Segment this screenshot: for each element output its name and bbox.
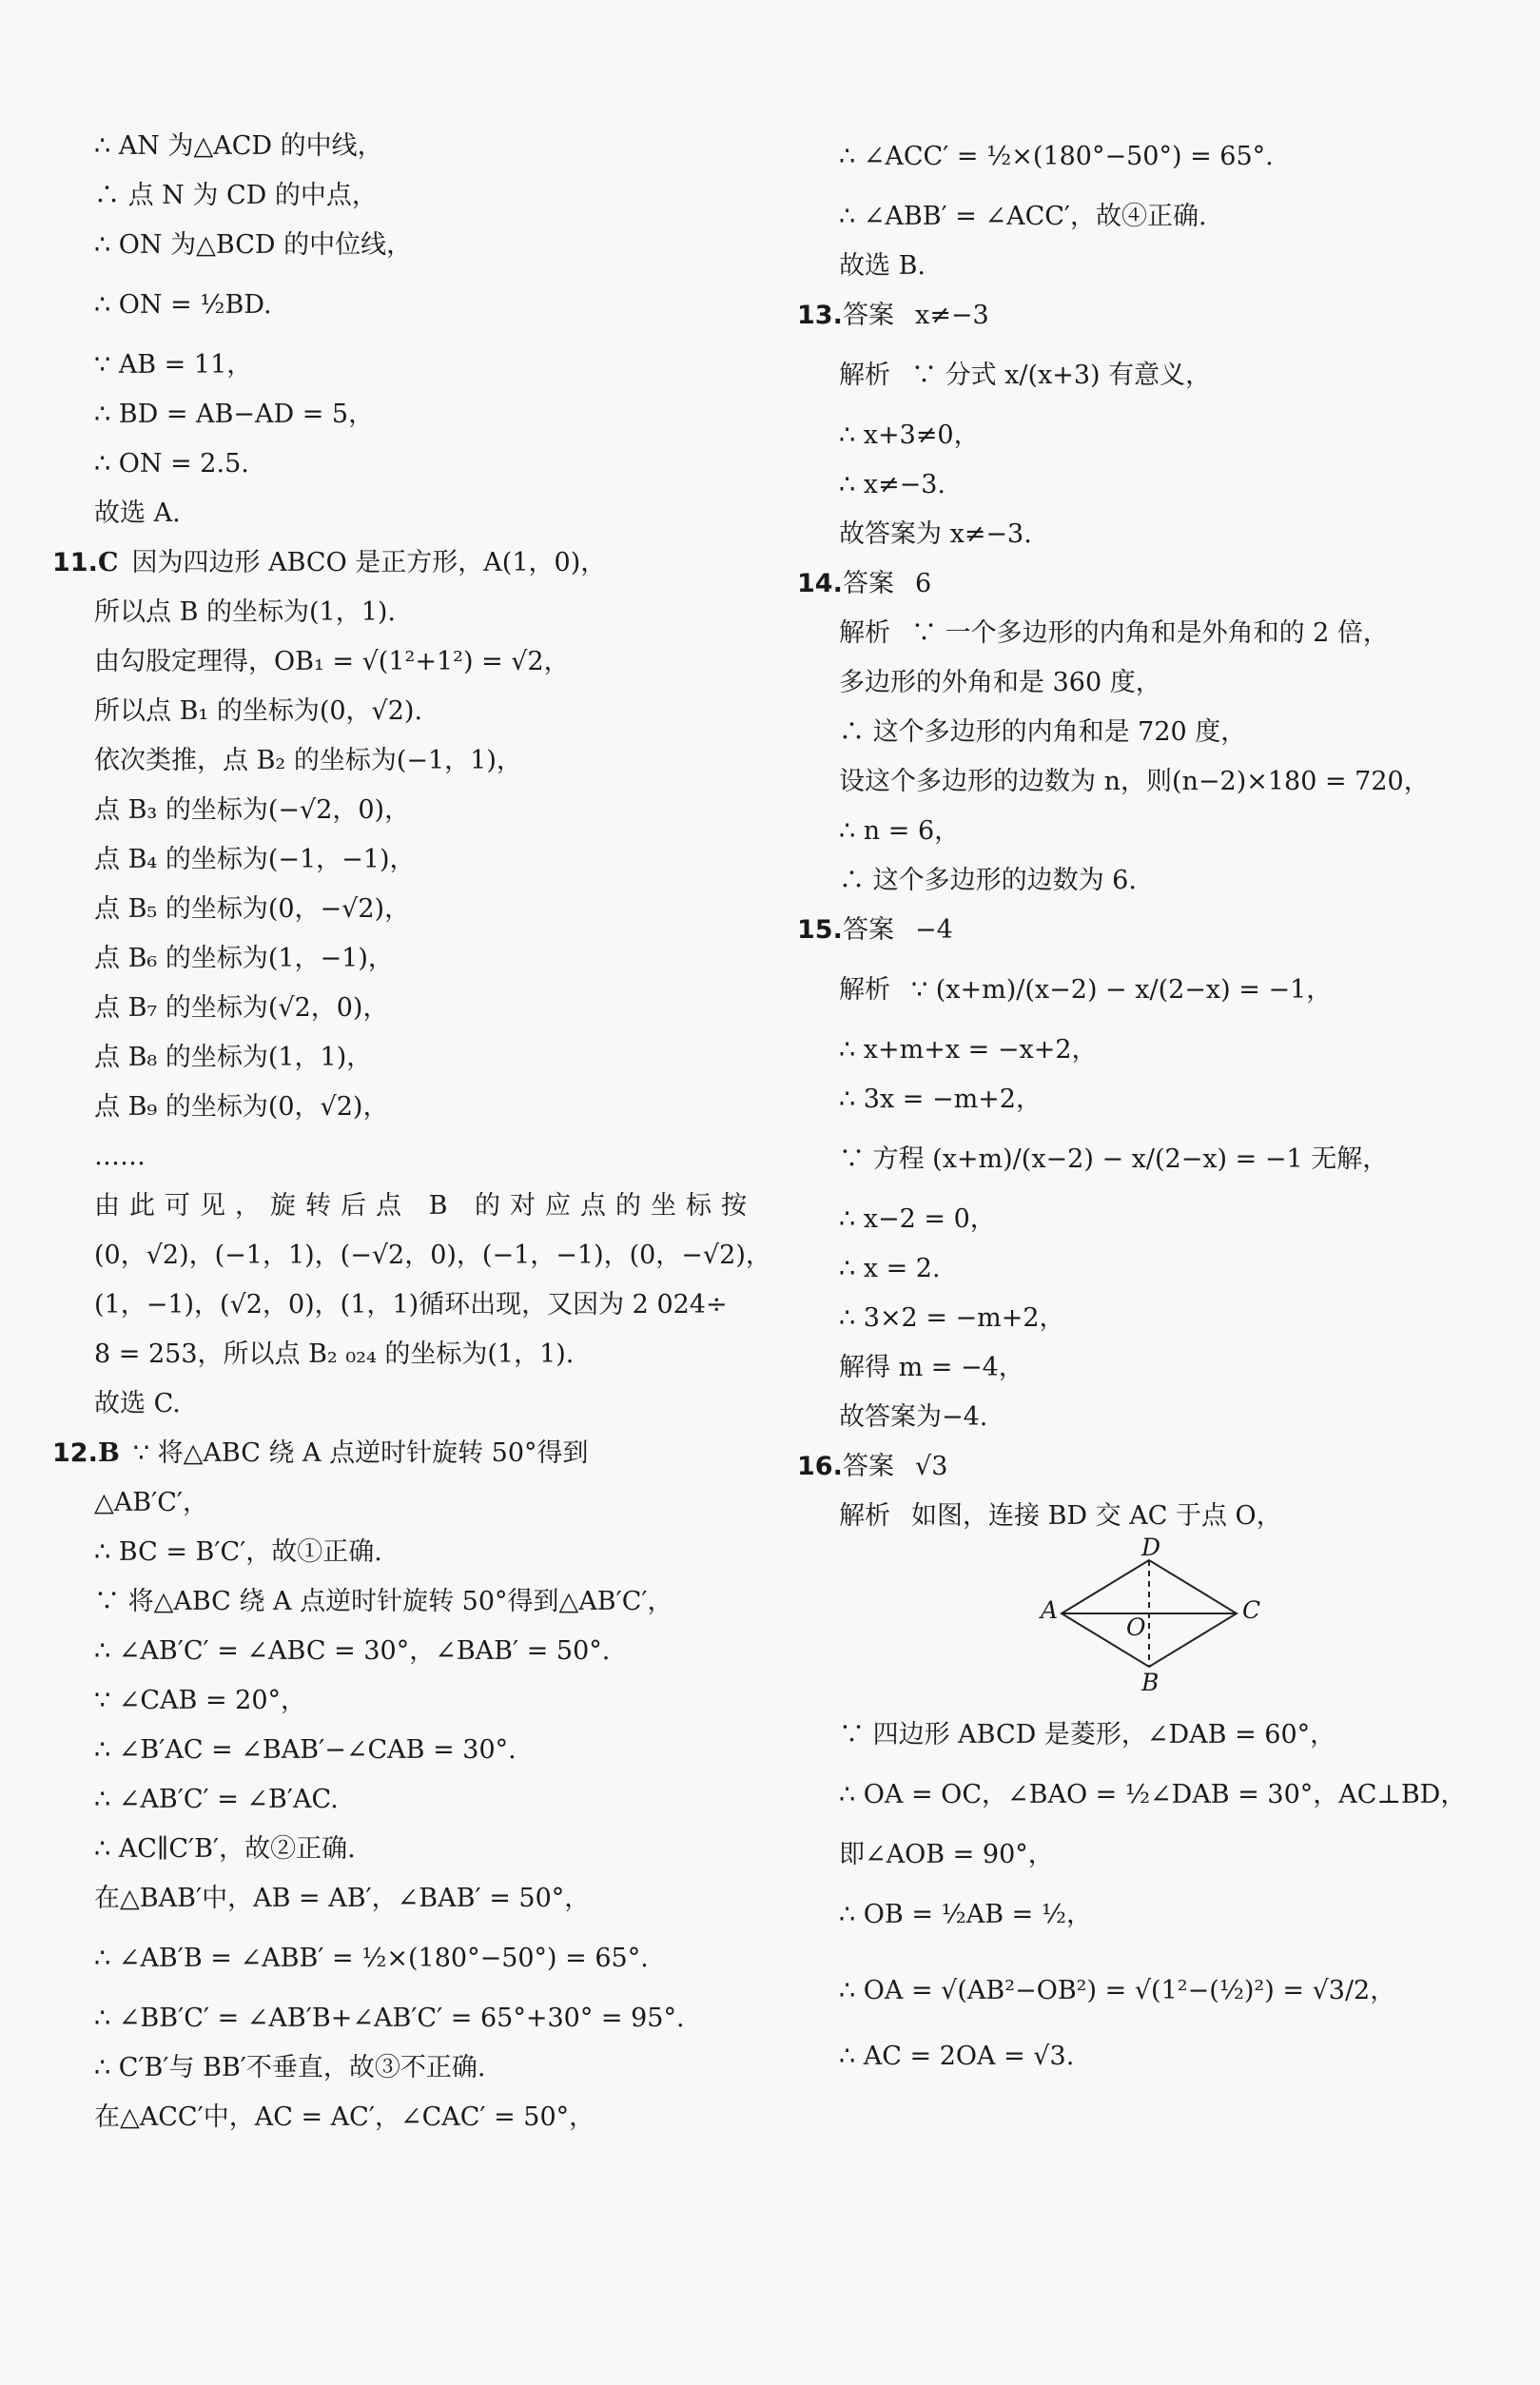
solution-line <box>797 856 1491 906</box>
rhombus-diagram <box>1035 1534 1491 1711</box>
solution-line <box>797 341 1491 411</box>
question-number: 15. <box>797 915 843 945</box>
line-text: √3 <box>915 1452 948 1481</box>
solution-line <box>52 1083 737 1132</box>
line-text: ∵ ∠CAB = 20°， <box>94 1686 307 1715</box>
line-text: 故选 C. <box>94 1389 181 1418</box>
solution-line <box>52 885 737 934</box>
line-text: 由此可见，旋转后点 B 的对应点的坐标按 <box>94 1191 757 1221</box>
section-tag: 答案 <box>843 1452 894 1481</box>
solution-line <box>52 637 737 687</box>
label-d: D <box>1141 1534 1161 1561</box>
label-c: C <box>1242 1596 1261 1624</box>
line-text: 点 B₅ 的坐标为(0，−√2)， <box>94 894 411 924</box>
line-text: ∵ 方程 (x+m)/(x−2) − x/(2−x) = −1 无解， <box>839 1144 1389 1174</box>
solution-line <box>52 489 737 538</box>
line-text: (1，−1)，(√2，0)，(1，1)循环出现，又因为 2 024÷ <box>94 1290 728 1320</box>
question-line <box>797 291 1491 341</box>
line-text: ∵ 分式 x/(x+3) 有意义， <box>911 361 1212 390</box>
solution-line <box>52 1379 737 1429</box>
line-text: 点 B₈ 的坐标为(1，1)， <box>94 1043 373 1072</box>
line-text: ∴ AC∥C′B′，故②正确. <box>94 1834 356 1864</box>
solution-line <box>52 984 737 1033</box>
question-line <box>797 906 1491 955</box>
solution-line <box>797 460 1491 510</box>
line-text: ∴ ∠AB′C′ = ∠B′AC. <box>94 1785 339 1814</box>
solution-line <box>797 1880 1491 1950</box>
line-text: ∴ ∠ACC′ = ½×(180°−50°) = 65°. <box>839 142 1274 171</box>
answer-letter: C <box>98 548 119 577</box>
solution-line <box>797 1950 1491 2032</box>
answer-letter: B <box>98 1438 120 1468</box>
line-text: ∵ 将△ABC 绕 A 点逆时针旋转 50°得到△AB′C′， <box>94 1587 673 1616</box>
solution-line <box>797 1026 1491 1075</box>
solution-line <box>52 687 737 736</box>
line-text: 点 B₉ 的坐标为(0，√2)， <box>94 1092 389 1122</box>
line-text: 故选 B. <box>839 251 926 281</box>
line-text: 依次类推，点 B₂ 的坐标为(−1，1)， <box>94 746 522 775</box>
solution-line <box>52 2093 737 2142</box>
line-text: 故答案为−4. <box>839 1402 988 1432</box>
line-text: 由勾股定理得，OB₁ = √(1²+1²) = √2， <box>94 647 570 676</box>
line-text: ∴ n = 6， <box>839 816 961 846</box>
line-text: ∴ 这个多边形的内角和是 720 度， <box>839 717 1247 747</box>
line-text: ∴ x≠−3. <box>839 470 945 499</box>
label-a: A <box>1041 1596 1059 1624</box>
line-text: 因为四边形 ABCO 是正方形，A(1，0)， <box>131 548 607 577</box>
solution-line <box>52 1924 737 1994</box>
solution-line <box>52 1825 737 1874</box>
solution-line <box>797 510 1491 559</box>
solution-line <box>52 588 737 637</box>
section-tag: 答案 <box>843 915 894 945</box>
solution-line <box>52 1528 737 1577</box>
section-tag: 解析 <box>839 618 890 648</box>
solution-line <box>797 1830 1491 1880</box>
solution-line <box>797 955 1491 1026</box>
line-text: ∴ BC = B′C′，故①正确. <box>94 1537 382 1567</box>
line-text: x≠−3 <box>915 301 989 330</box>
line-text: 故答案为 x≠−3. <box>839 519 1032 549</box>
solution-line <box>797 1124 1491 1195</box>
line-text: …… <box>94 1142 146 1171</box>
solution-line <box>797 1393 1491 1442</box>
line-text: −4 <box>915 915 953 945</box>
solution-line <box>52 1280 737 1330</box>
solution-line <box>797 609 1491 658</box>
solution-line <box>52 2043 737 2093</box>
line-text: ∴ ∠AB′B = ∠ABB′ = ½×(180°−50°) = 65°. <box>94 1944 649 1973</box>
solution-line <box>52 270 737 341</box>
section-tag: 解析 <box>839 975 890 1005</box>
solution-line <box>797 658 1491 708</box>
line-text: 所以点 B 的坐标为(1，1). <box>94 597 397 627</box>
solution-line <box>797 757 1491 807</box>
question-line <box>52 1429 737 1478</box>
line-text: 如图，连接 BD 交 AC 于点 O， <box>911 1501 1282 1531</box>
solution-line <box>52 1330 737 1379</box>
line-text: ∴ OA = OC，∠BAO = ½∠DAB = 30°，AC⊥BD， <box>839 1780 1467 1809</box>
line-text: 点 B₄ 的坐标为(−1，−1)， <box>94 845 416 874</box>
solution-line <box>797 122 1491 192</box>
label-o: O <box>1126 1613 1146 1641</box>
section-tag: 解析 <box>839 1501 890 1531</box>
line-text: ∵ 将△ABC 绕 A 点逆时针旋转 50°得到 <box>132 1438 589 1468</box>
solution-line <box>52 736 737 786</box>
solution-line <box>52 1182 757 1231</box>
solution-line <box>52 1577 737 1627</box>
section-tag: 解析 <box>839 361 890 390</box>
line-text: ∴ 这个多边形的边数为 6. <box>839 866 1137 895</box>
solution-line <box>52 1231 771 1280</box>
line-text: 多边形的外角和是 360 度， <box>839 668 1161 697</box>
solution-line <box>797 242 1491 291</box>
solution-line <box>52 1627 737 1676</box>
line-text: ∵ 一个多边形的内角和是外角和的 2 倍， <box>911 618 1389 648</box>
solution-line <box>52 1132 737 1182</box>
solution-line <box>52 1033 737 1083</box>
solution-line <box>52 1775 737 1825</box>
solution-line <box>52 1676 737 1726</box>
line-text: 点 B₃ 的坐标为(−√2，0)， <box>94 795 411 825</box>
solution-line <box>52 390 737 440</box>
question-number: 14. <box>797 569 843 598</box>
solution-line <box>52 440 737 489</box>
line-text: ∴ 点 N 为 CD 的中点， <box>94 181 378 210</box>
line-text: ∴ AN 为△ACD 的中线， <box>94 131 383 161</box>
solution-line <box>797 1760 1491 1830</box>
line-text: ∴ ∠B′AC = ∠BAB′−∠CAB = 30°. <box>94 1735 517 1765</box>
solution-line <box>52 1994 737 2043</box>
question-line <box>52 538 737 588</box>
solution-line <box>52 171 737 221</box>
solution-line <box>797 1195 1491 1244</box>
line-text: ∴ C′B′与 BB′不垂直，故③不正确. <box>94 2053 486 2082</box>
line-text: ∴ ∠AB′C′ = ∠ABC = 30°，∠BAB′ = 50°. <box>94 1636 611 1666</box>
line-text: ∴ ON = 2.5. <box>94 449 249 479</box>
solution-line <box>797 807 1491 856</box>
label-b: B <box>1141 1669 1160 1696</box>
solution-line <box>52 1726 737 1775</box>
line-text: △AB′C′， <box>94 1488 209 1517</box>
line-text: ∵ 四边形 ABCD 是菱形，∠DAB = 60°， <box>839 1720 1336 1750</box>
solution-line <box>797 2032 1491 2082</box>
solution-line <box>797 1244 1491 1294</box>
line-text: 在△BAB′中，AB = AB′，∠BAB′ = 50°， <box>94 1884 591 1913</box>
solution-line <box>52 786 737 835</box>
section-tag: 答案 <box>843 301 894 330</box>
line-text: 即∠AOB = 90°， <box>839 1840 1054 1869</box>
line-text: ∴ AC = 2OA = √3. <box>839 2042 1075 2071</box>
question-line <box>797 1442 1491 1492</box>
line-text: 所以点 B₁ 的坐标为(0，√2). <box>94 696 423 726</box>
right-column <box>797 122 1491 2082</box>
solution-line <box>52 341 737 390</box>
solution-line <box>797 1075 1491 1124</box>
line-text: ∴ ∠ABB′ = ∠ACC′，故④正确. <box>839 202 1207 231</box>
left-column <box>52 122 771 2142</box>
solution-line <box>797 1343 1491 1393</box>
line-text: ∴ x+m+x = −x+2， <box>839 1035 1098 1065</box>
line-text: ∴ ON = ½BD. <box>94 290 272 320</box>
line-text: ∴ x+3≠0， <box>839 420 980 450</box>
question-number: 12. <box>52 1438 98 1468</box>
section-tag: 答案 <box>843 569 894 598</box>
solution-line <box>52 1874 737 1924</box>
line-text: 设这个多边形的边数为 n，则(n−2)×180 = 720， <box>839 767 1430 796</box>
line-text: 点 B₆ 的坐标为(1，−1)， <box>94 944 394 973</box>
solution-line <box>797 411 1491 460</box>
line-text: ∴ OA = √(AB²−OB²) = √(1²−(½)²) = √3/2， <box>839 1976 1396 2005</box>
question-line <box>797 559 1491 609</box>
question-number: 16. <box>797 1452 843 1481</box>
line-text: 点 B₇ 的坐标为(√2，0)， <box>94 993 389 1023</box>
question-number: 11. <box>52 548 98 577</box>
question-number: 13. <box>797 301 843 330</box>
solution-line <box>797 708 1491 757</box>
solution-line <box>52 221 737 270</box>
solution-line <box>797 1711 1491 1760</box>
solution-line <box>52 835 737 885</box>
line-text: ∴ x−2 = 0， <box>839 1204 996 1234</box>
line-text: 8 = 253，所以点 B₂ ₀₂₄ 的坐标为(1，1). <box>94 1339 575 1369</box>
line-text: ∵ AB = 11， <box>94 350 253 380</box>
solution-line <box>797 192 1491 242</box>
line-text: (0，√2)，(−1，1)，(−√2，0)，(−1，−1)，(0，−√2)， <box>94 1241 771 1270</box>
line-text: ∵ (x+m)/(x−2) − x/(2−x) = −1， <box>911 975 1333 1005</box>
line-text: 在△ACC′中，AC = AC′，∠CAC′ = 50°， <box>94 2102 595 2132</box>
line-text: 6 <box>915 569 932 598</box>
line-text: ∴ OB = ½AB = ½， <box>839 1900 1092 1929</box>
solution-line <box>52 934 737 984</box>
line-text: ∴ BD = AB−AD = 5， <box>94 400 375 429</box>
solution-line <box>797 1294 1491 1343</box>
line-text: ∴ 3x = −m+2， <box>839 1085 1042 1114</box>
line-text: ∴ x = 2. <box>839 1254 941 1283</box>
solution-line <box>52 1478 737 1528</box>
solution-line <box>52 122 737 171</box>
line-text: ∴ 3×2 = −m+2， <box>839 1303 1065 1333</box>
line-text: 故选 A. <box>94 499 181 528</box>
line-text: ∴ ON 为△BCD 的中位线， <box>94 230 413 260</box>
line-text: ∴ ∠BB′C′ = ∠AB′B+∠AB′C′ = 65°+30° = 95°. <box>94 2004 685 2033</box>
line-text: 解得 m = −4， <box>839 1353 1024 1382</box>
